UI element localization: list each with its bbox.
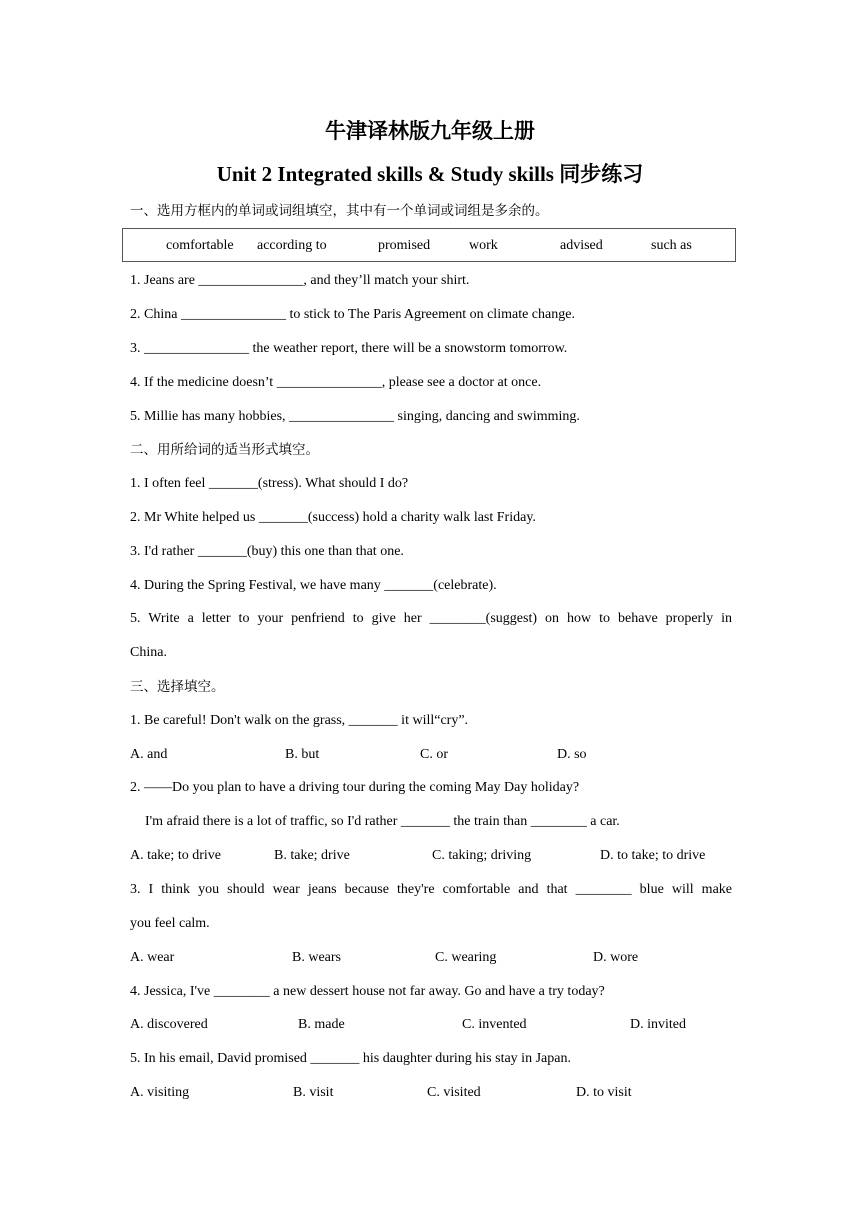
word-box-item: work [469,238,498,253]
question-stem: 4. Jessica, I've ________ a new dessert house not far away. Go and have a try today? [130,984,605,999]
option-c: C. wearing [435,950,497,965]
word-box-item: promised [378,238,431,253]
option-d: D. invited [630,1017,686,1032]
option-c: C. visited [427,1085,481,1100]
option-a: A. discovered [130,1017,208,1032]
question-stem: 3. I think you should wear jeans because they're comfortable and that ________ blue will make [130,882,732,897]
section1-heading: 一、选用方框内的单词或词组填空，其中有一个单词或词组是多余的。 [130,203,549,219]
question-stem-continued: you feel calm. [130,916,210,931]
word-box-item: such as [651,238,692,253]
document-subtitle: Unit 2 Integrated skills & Study skills 同步练习 [216,162,644,186]
option-b: B. but [285,747,320,762]
question-stem-continued: I'm afraid there is a lot of traffic, so I'd rather _______ the train than ________ a car. [145,814,620,829]
word-box-item: advised [560,238,603,253]
section2-item: 4. During the Spring Festival, we have many _______(celebrate). [130,578,497,593]
option-b: B. take; drive [274,848,350,863]
option-b: B. made [298,1017,345,1032]
option-d: D. to take; to drive [600,848,706,863]
word-box [122,228,736,262]
question-stem: 5. In his email, David promised _______ his daughter during his stay in Japan. [130,1051,571,1066]
section1-item: 2. China _______________ to stick to The Paris Agreement on climate change. [130,307,575,322]
option-a: A. and [130,747,168,762]
option-c: C. taking; driving [432,848,532,863]
section2-item: 5. Write a letter to your penfriend to give her ________(suggest) on how to behave properly in [130,611,732,626]
question-stem: 1. Be careful! Don't walk on the grass, _______ it will“cry”. [130,713,469,728]
option-a: A. wear [130,950,175,965]
option-c: C. or [420,747,448,762]
word-box-item: comfortable [166,238,234,253]
section2-item: 2. Mr White helped us _______(success) hold a charity walk last Friday. [130,510,536,525]
section3-heading: 三、选择填空。 [130,679,225,695]
section1-item: 4. If the medicine doesn’t _______________, please see a doctor at once. [130,375,542,390]
section1-item: 3. _______________ the weather report, there will be a snowstorm tomorrow. [130,341,568,356]
section1-item: 5. Millie has many hobbies, _______________ singing, dancing and swimming. [130,409,580,424]
section1-item: 1. Jeans are _______________, and they’ll match your shirt. [130,273,470,288]
option-b: B. wears [292,950,341,965]
section2-item-continued: China. [130,645,167,660]
section2-item: 3. I'd rather _______(buy) this one than that one. [130,544,404,559]
option-d: D. to visit [576,1085,632,1100]
document-title: 牛津译林版九年级上册 [325,119,535,143]
word-box-item: according to [257,238,327,253]
option-b: B. visit [293,1085,334,1100]
option-d: D. wore [593,950,639,965]
question-stem: 2. ——Do you plan to have a driving tour during the coming May Day holiday? [130,780,580,795]
option-d: D. so [557,747,587,762]
option-a: A. take; to drive [130,848,221,863]
option-c: C. invented [462,1017,527,1032]
section2-heading: 二、用所给词的适当形式填空。 [130,442,319,458]
option-a: A. visiting [130,1085,190,1100]
section2-item: 1. I often feel _______(stress). What should I do? [130,476,409,491]
